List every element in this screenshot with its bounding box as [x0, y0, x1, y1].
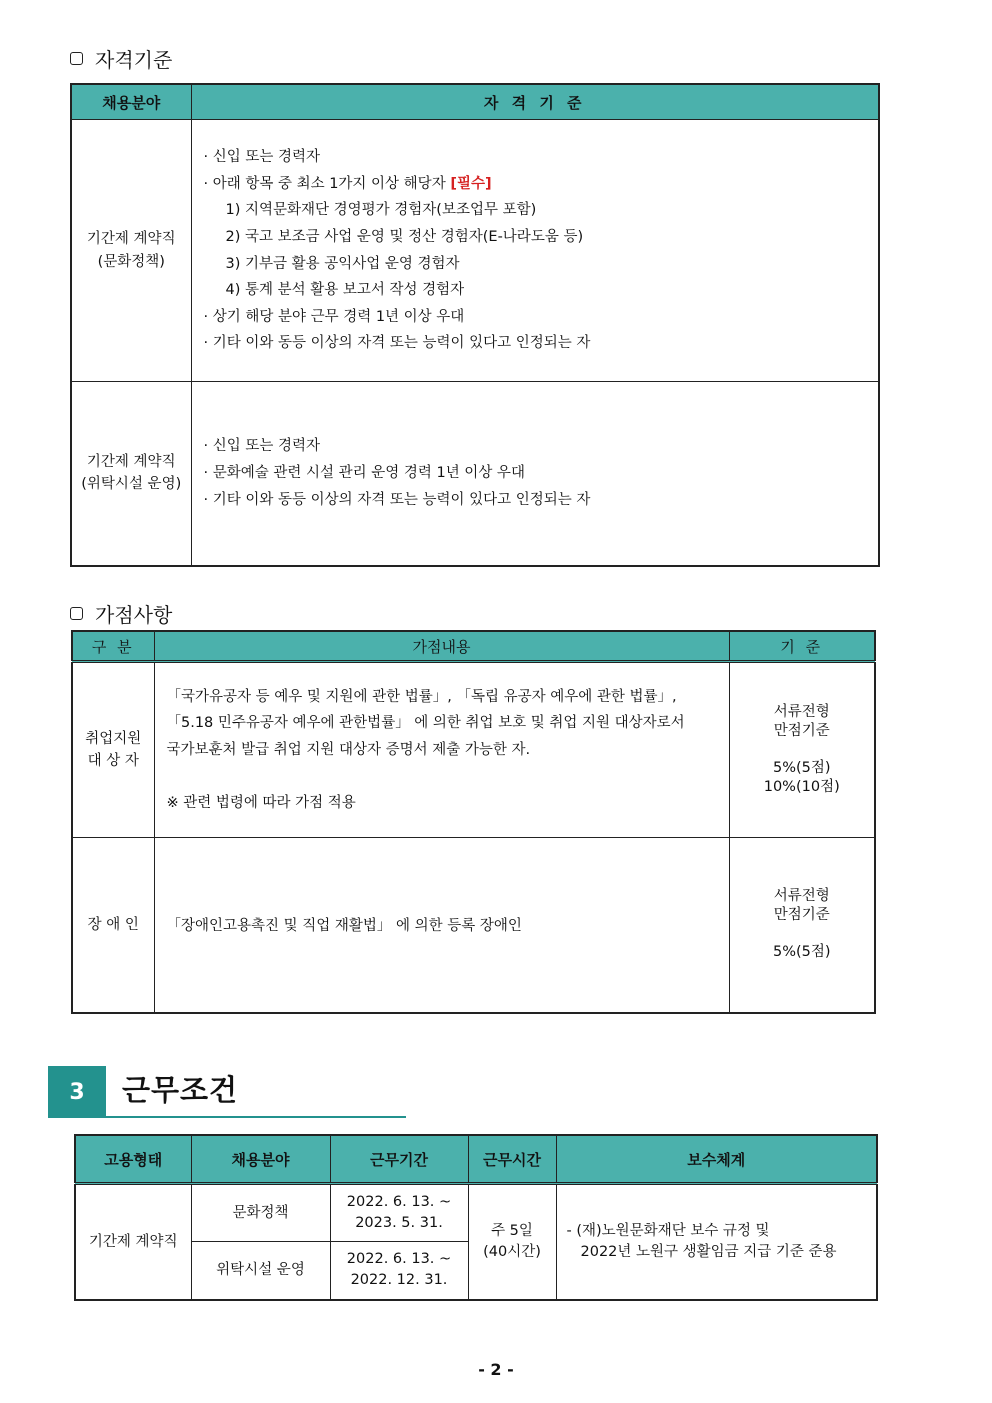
- criteria-cell: 서류전형 만점기준 5%(5점): [729, 838, 875, 1013]
- hours-cell: 주 5일 (40시간): [468, 1184, 556, 1300]
- work-section-title: 근무조건: [122, 1073, 239, 1107]
- header-criteria: 자 격 기 준: [191, 84, 879, 120]
- header-hours: 근무시간: [468, 1135, 556, 1184]
- qualification-table: [70, 83, 880, 567]
- criteria-cell: · 신입 또는 경력자 · 아래 항목 중 최소 1가지 이상 해당자 [필수] 1) 지역문화재단 경영평가 경험자(보조업무 포함) 2) 국고 보조금 사업 운영 및 정산 경험자(E-나라도움 등) 3) 기부금 활용 공익사업 운영 경험자 4) 통계 분석 활용 보고서 작성 경험자 · 상기 해당 분야 근무 경력 1년 이상 우대 · 기타 이와 동등 이상의 자격 또는 능력이 있다고 인정되는 자: [191, 120, 879, 382]
- field-cell: 문화정책: [191, 1184, 330, 1242]
- header-field: 채용분야: [71, 84, 191, 120]
- work-conditions-table: [74, 1134, 878, 1301]
- table-row: [75, 1184, 877, 1242]
- header-criteria: 기 준: [729, 631, 875, 662]
- header-field: 채용분야: [191, 1135, 330, 1184]
- bonus-section-title: 가점사항: [70, 599, 172, 628]
- header-content: 가점내용: [154, 631, 729, 662]
- field-cell: 기간제 계약직 (문화정책): [71, 120, 191, 382]
- period-cell: 2022. 6. 13. ~ 2022. 12. 31.: [330, 1242, 468, 1300]
- pay-cell: - (재)노원문화재단 보수 규정 및 2022년 노원구 생활임금 지급 기준 준용: [556, 1184, 877, 1300]
- table-row: [71, 120, 879, 382]
- checkbox-square-icon: [70, 52, 83, 65]
- header-category: 구 분: [72, 631, 154, 662]
- table-row: [72, 838, 875, 1013]
- page-number: - 2 -: [478, 1360, 514, 1379]
- heading-underline: [106, 1116, 406, 1118]
- work-section-heading: [48, 1066, 358, 1120]
- required-tag: [필수]: [450, 175, 492, 192]
- criteria-cell: · 신입 또는 경력자 · 문화예술 관련 시설 관리 운영 경력 1년 이상 우대 · 기타 이와 동등 이상의 자격 또는 능력이 있다고 인정되는 자: [191, 382, 879, 566]
- employment-type-cell: 기간제 계약직: [75, 1184, 191, 1300]
- header-employment-type: 고용형태: [75, 1135, 191, 1184]
- field-cell: 기간제 계약직 (위탁시설 운영): [71, 382, 191, 566]
- content-cell: 「국가유공자 등 예우 및 지원에 관한 법률」, 「독립 유공자 예우에 관한 법률」, 「5.18 민주유공자 예우에 관한법률」 에 의한 취업 보호 및 취업 지원 대상자로서 국가보훈처 발급 취업 지원 대상자 증명서 제출 가능한 자. ※ 관련 법령에 따라 가점 적용: [154, 662, 729, 838]
- table-row: [72, 662, 875, 838]
- category-cell: 장 애 인: [72, 838, 154, 1013]
- content-cell: 「장애인고용촉진 및 직업 재활법」 에 의한 등록 장애인: [154, 838, 729, 1013]
- header-pay: 보수체계: [556, 1135, 877, 1184]
- period-cell: 2022. 6. 13. ~ 2023. 5. 31.: [330, 1184, 468, 1242]
- field-cell: 위탁시설 운영: [191, 1242, 330, 1300]
- category-cell: 취업지원 대 상 자: [72, 662, 154, 838]
- table-row: [71, 382, 879, 566]
- bonus-table: [71, 630, 876, 1014]
- qualification-section-title: 자격기준: [70, 44, 172, 73]
- header-period: 근무기간: [330, 1135, 468, 1184]
- section-number-badge: 3: [48, 1066, 106, 1118]
- checkbox-square-icon: [70, 607, 83, 620]
- criteria-cell: 서류전형 만점기준 5%(5점) 10%(10점): [729, 662, 875, 838]
